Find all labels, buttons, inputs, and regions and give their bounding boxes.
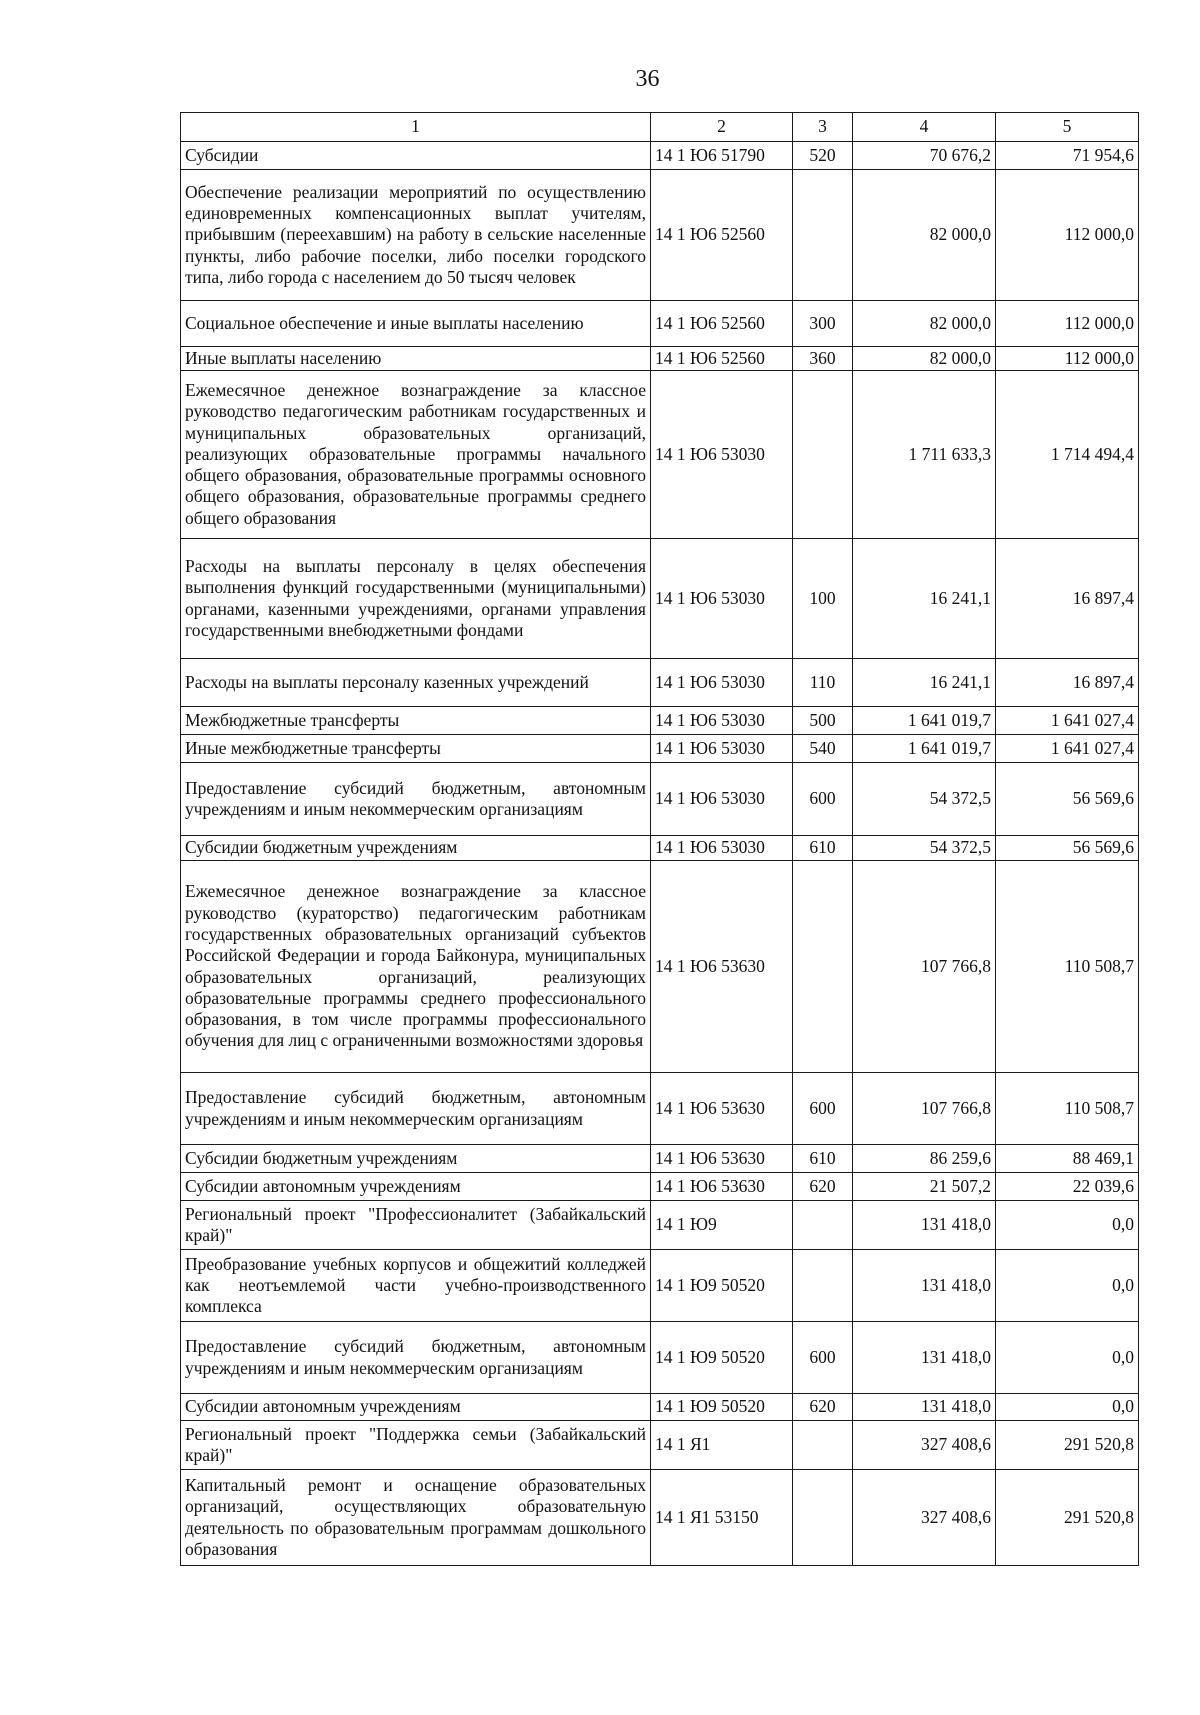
row-code: 14 1 Ю6 53030 xyxy=(651,371,793,539)
table-body xyxy=(181,142,1139,1566)
table-row xyxy=(181,659,1139,707)
table-row xyxy=(181,1394,1139,1421)
row-code: 14 1 Ю6 53630 xyxy=(651,1073,793,1145)
budget-table xyxy=(180,112,1139,1566)
row-value-1: 107 766,8 xyxy=(853,1073,996,1145)
row-type: 300 xyxy=(793,301,853,347)
row-value-2: 16 897,4 xyxy=(996,659,1139,707)
row-type: 620 xyxy=(793,1173,853,1201)
page-number: 36 xyxy=(635,66,660,92)
table-row xyxy=(181,763,1139,836)
row-code: 14 1 Ю6 52560 xyxy=(651,347,793,371)
row-code: 14 1 Я1 53150 xyxy=(651,1470,793,1566)
row-value-1: 82 000,0 xyxy=(853,170,996,301)
row-name: Расходы на выплаты персоналу казенных учреждений xyxy=(181,659,651,707)
row-value-1: 131 418,0 xyxy=(853,1201,996,1250)
row-code: 14 1 Ю6 53030 xyxy=(651,763,793,836)
row-name: Межбюджетные трансферты xyxy=(181,707,651,735)
row-name: Предоставление субсидий бюджетным, автономным учреждениям и иным некоммерческим организациям xyxy=(181,1322,651,1394)
row-type: 360 xyxy=(793,347,853,371)
header-col-2: 2 xyxy=(651,113,793,142)
row-name: Ежемесячное денежное вознаграждение за классное руководство педагогическим работникам государственных и муниципальных образовательных организаций, реализующих образовательные программы начального общего образования, образовательные программы основного общего образования, образовательные программы среднего общего образования xyxy=(181,371,651,539)
row-type xyxy=(793,170,853,301)
row-code: 14 1 Ю9 xyxy=(651,1201,793,1250)
row-value-1: 131 418,0 xyxy=(853,1322,996,1394)
row-value-1: 1 641 019,7 xyxy=(853,707,996,735)
table-row xyxy=(181,707,1139,735)
header-col-1: 1 xyxy=(181,113,651,142)
table-row xyxy=(181,1322,1139,1394)
row-value-1: 86 259,6 xyxy=(853,1145,996,1173)
row-value-1: 327 408,6 xyxy=(853,1470,996,1566)
table-row xyxy=(181,539,1139,659)
row-value-1: 82 000,0 xyxy=(853,347,996,371)
row-code: 14 1 Ю6 53030 xyxy=(651,735,793,763)
table-row xyxy=(181,861,1139,1073)
row-name: Социальное обеспечение и иные выплаты населению xyxy=(181,301,651,347)
row-type: 100 xyxy=(793,539,853,659)
row-code: 14 1 Ю6 52560 xyxy=(651,301,793,347)
row-value-1: 54 372,5 xyxy=(853,836,996,861)
row-type xyxy=(793,1421,853,1470)
table-row xyxy=(181,301,1139,347)
table-row xyxy=(181,347,1139,371)
row-value-1: 70 676,2 xyxy=(853,142,996,170)
row-value-2: 56 569,6 xyxy=(996,836,1139,861)
row-name: Субсидии автономным учреждениям xyxy=(181,1394,651,1421)
table-row xyxy=(181,1250,1139,1322)
header-col-3: 3 xyxy=(793,113,853,142)
row-value-1: 131 418,0 xyxy=(853,1250,996,1322)
table-row xyxy=(181,735,1139,763)
row-value-1: 16 241,1 xyxy=(853,539,996,659)
row-name: Субсидии автономным учреждениям xyxy=(181,1173,651,1201)
row-value-2: 0,0 xyxy=(996,1201,1139,1250)
row-type: 610 xyxy=(793,836,853,861)
row-name: Преобразование учебных корпусов и общежитий колледжей как неотъемлемой части учебно-производственного комплекса xyxy=(181,1250,651,1322)
row-name: Капитальный ремонт и оснащение образовательных организаций, осуществляющих образовательную деятельность по образовательным программам дошкольного образования xyxy=(181,1470,651,1566)
row-type: 610 xyxy=(793,1145,853,1173)
table-row xyxy=(181,142,1139,170)
row-value-1: 21 507,2 xyxy=(853,1173,996,1201)
header-row xyxy=(181,113,1139,142)
table-row xyxy=(181,1421,1139,1470)
row-value-2: 110 508,7 xyxy=(996,861,1139,1073)
row-type xyxy=(793,1250,853,1322)
row-value-1: 131 418,0 xyxy=(853,1394,996,1421)
row-code: 14 1 Ю6 51790 xyxy=(651,142,793,170)
row-type: 600 xyxy=(793,763,853,836)
row-name: Обеспечение реализации мероприятий по осуществлению единовременных компенсационных выплат учителям, прибывшим (переехавшим) на работу в сельские населенные пункты, либо рабочие поселки, либо поселки городского типа, либо города с населением до 50 тысяч человек xyxy=(181,170,651,301)
row-code: 14 1 Ю6 53030 xyxy=(651,707,793,735)
row-value-1: 1 641 019,7 xyxy=(853,735,996,763)
row-name: Субсидии бюджетным учреждениям xyxy=(181,836,651,861)
row-value-2: 22 039,6 xyxy=(996,1173,1139,1201)
row-type xyxy=(793,371,853,539)
row-name: Иные выплаты населению xyxy=(181,347,651,371)
row-type: 600 xyxy=(793,1073,853,1145)
row-name: Региональный проект "Профессионалитет (Забайкальский край)" xyxy=(181,1201,651,1250)
row-code: 14 1 Ю6 53030 xyxy=(651,539,793,659)
table-row xyxy=(181,170,1139,301)
row-name: Субсидии бюджетным учреждениям xyxy=(181,1145,651,1173)
row-type: 110 xyxy=(793,659,853,707)
row-code: 14 1 Я1 xyxy=(651,1421,793,1470)
row-name: Субсидии xyxy=(181,142,651,170)
row-value-2: 0,0 xyxy=(996,1250,1139,1322)
row-name: Предоставление субсидий бюджетным, автономным учреждениям и иным некоммерческим организациям xyxy=(181,1073,651,1145)
row-value-2: 291 520,8 xyxy=(996,1421,1139,1470)
row-value-2: 71 954,6 xyxy=(996,142,1139,170)
row-value-2: 1 641 027,4 xyxy=(996,735,1139,763)
row-value-2: 1 714 494,4 xyxy=(996,371,1139,539)
row-value-2: 291 520,8 xyxy=(996,1470,1139,1566)
row-type xyxy=(793,1201,853,1250)
table-row xyxy=(181,1201,1139,1250)
row-value-1: 327 408,6 xyxy=(853,1421,996,1470)
row-value-1: 107 766,8 xyxy=(853,861,996,1073)
row-value-1: 16 241,1 xyxy=(853,659,996,707)
table-row xyxy=(181,371,1139,539)
row-code: 14 1 Ю9 50520 xyxy=(651,1394,793,1421)
row-value-2: 56 569,6 xyxy=(996,763,1139,836)
table-header xyxy=(181,113,1139,142)
row-value-2: 1 641 027,4 xyxy=(996,707,1139,735)
table-row xyxy=(181,1073,1139,1145)
table-row xyxy=(181,836,1139,861)
header-col-4: 4 xyxy=(853,113,996,142)
row-name: Региональный проект "Поддержка семьи (Забайкальский край)" xyxy=(181,1421,651,1470)
row-type: 520 xyxy=(793,142,853,170)
row-value-1: 1 711 633,3 xyxy=(853,371,996,539)
row-code: 14 1 Ю9 50520 xyxy=(651,1322,793,1394)
row-value-1: 82 000,0 xyxy=(853,301,996,347)
row-value-2: 88 469,1 xyxy=(996,1145,1139,1173)
row-type: 620 xyxy=(793,1394,853,1421)
row-value-2: 112 000,0 xyxy=(996,301,1139,347)
row-value-2: 112 000,0 xyxy=(996,170,1139,301)
table-row xyxy=(181,1173,1139,1201)
table-row xyxy=(181,1470,1139,1566)
row-value-2: 0,0 xyxy=(996,1394,1139,1421)
row-type: 500 xyxy=(793,707,853,735)
row-code: 14 1 Ю6 53030 xyxy=(651,836,793,861)
row-code: 14 1 Ю6 53030 xyxy=(651,659,793,707)
row-value-2: 0,0 xyxy=(996,1322,1139,1394)
row-name: Предоставление субсидий бюджетным, автономным учреждениям и иным некоммерческим организациям xyxy=(181,763,651,836)
table-row xyxy=(181,1145,1139,1173)
row-name: Ежемесячное денежное вознаграждение за классное руководство (кураторство) педагогическим работникам государственных образовательных организаций субъектов Российской Федерации и города Байконура, муниципальных образовательных организаций, реализующих образовательные программы среднего профессионального образования, в том числе программы профессионального обучения для лиц с ограниченными возможностями здоровья xyxy=(181,861,651,1073)
header-col-5: 5 xyxy=(996,113,1139,142)
row-name: Расходы на выплаты персоналу в целях обеспечения выполнения функций государственными (муниципальными) органами, казенными учреждениями, органами управления государственными внебюджетными фондами xyxy=(181,539,651,659)
row-name: Иные межбюджетные трансферты xyxy=(181,735,651,763)
row-type: 540 xyxy=(793,735,853,763)
row-code: 14 1 Ю6 52560 xyxy=(651,170,793,301)
row-value-2: 112 000,0 xyxy=(996,347,1139,371)
row-value-1: 54 372,5 xyxy=(853,763,996,836)
row-type xyxy=(793,861,853,1073)
row-code: 14 1 Ю6 53630 xyxy=(651,1145,793,1173)
row-type: 600 xyxy=(793,1322,853,1394)
row-value-2: 16 897,4 xyxy=(996,539,1139,659)
row-code: 14 1 Ю6 53630 xyxy=(651,1173,793,1201)
row-value-2: 110 508,7 xyxy=(996,1073,1139,1145)
row-code: 14 1 Ю9 50520 xyxy=(651,1250,793,1322)
row-type xyxy=(793,1470,853,1566)
row-code: 14 1 Ю6 53630 xyxy=(651,861,793,1073)
